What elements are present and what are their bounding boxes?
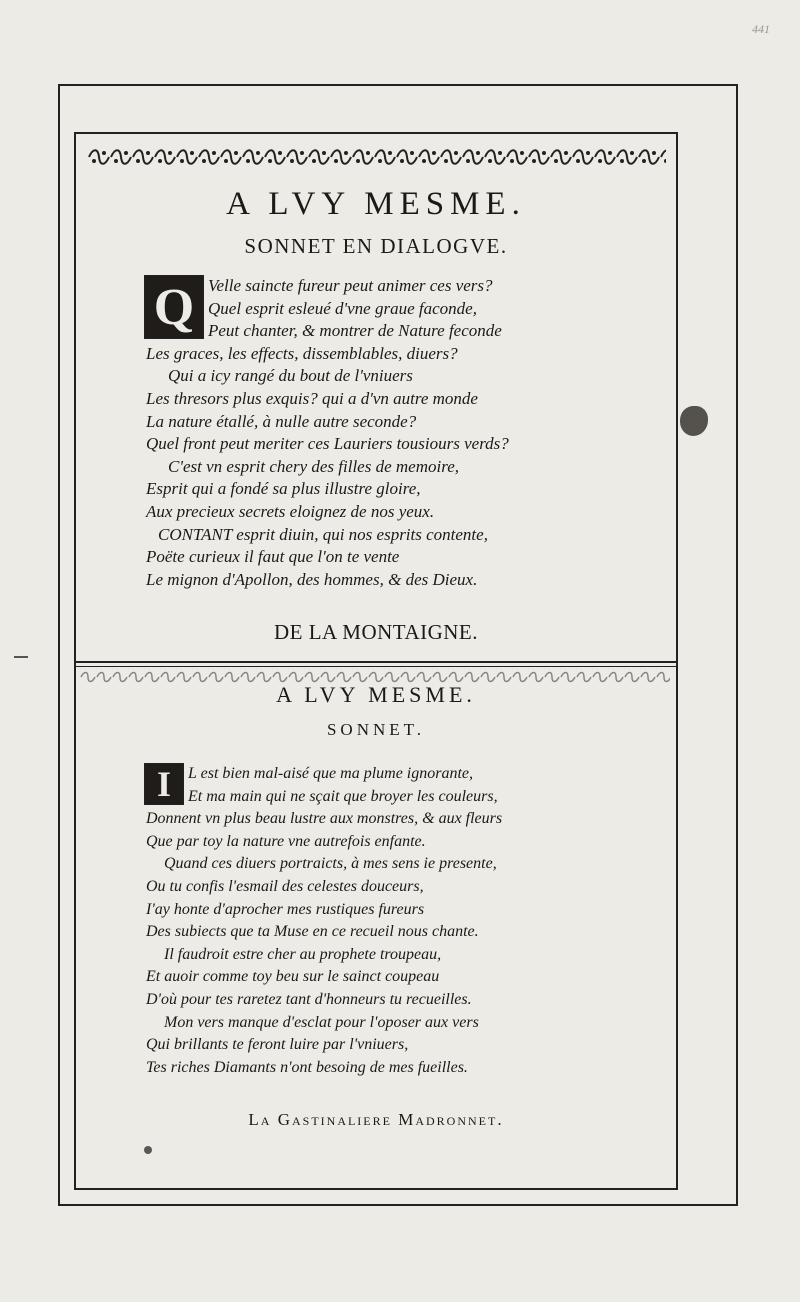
verse-line: Velle saincte fureur peut animer ces vers? xyxy=(208,276,493,295)
verse-line: Les graces, les effects, dissemblables, diuers? xyxy=(146,343,458,363)
verse-line: CONTANT esprit diuin, qui nos esprits contente, xyxy=(158,524,488,544)
verse-line: Quand ces diuers portraicts, à mes sens ie presente, xyxy=(164,855,497,873)
folio-number: 441 xyxy=(752,22,770,36)
middle-rule-thin xyxy=(74,666,678,667)
ornament-border-icon xyxy=(88,146,666,168)
middle-rule xyxy=(74,661,678,663)
verse-line: Donnent vn plus beau lustre aux monstres, & aux fleurs xyxy=(146,810,503,828)
verse-line: Ou tu confis l'esmail des celestes douceurs, xyxy=(146,877,424,895)
verse-line: Peut chanter, & montrer de Nature feconde xyxy=(208,321,502,341)
verse-line: I'ay honte d'aprocher mes rustiques fureurs xyxy=(146,900,425,918)
sonnet2-verse xyxy=(146,763,502,1079)
verse-line: Qui brillants te feront luire par l'vniuers, xyxy=(146,1036,409,1054)
verse-line: Tes riches Diamants n'ont besoing de mes fueilles. xyxy=(146,1058,468,1076)
verse-line: Que par toy la nature vne autrefois enfante. xyxy=(146,832,426,850)
sonnet1-subtitle: SONNET EN DIALOGVE. xyxy=(244,234,508,258)
verse-line: Poëte curieux il faut que l'on te vente xyxy=(146,547,400,567)
verse-line: Des subiects que ta Muse en ce recueil nous chante. xyxy=(146,923,479,941)
verse-line: L est bien mal-aisé que ma plume ignorante, xyxy=(188,765,474,782)
verse-line: Il faudroit estre cher au prophete troupeau, xyxy=(164,945,442,963)
verse-line: Et auoir comme toy beu sur le sainct coupeau xyxy=(146,968,440,986)
verse-line: Le mignon d'Apollon, des hommes, & des Dieux. xyxy=(146,569,478,589)
verse-line: Aux precieux secrets eloignez de nos yeux. xyxy=(146,501,435,521)
verse-line: La nature étallé, à nulle autre seconde? xyxy=(146,411,417,431)
sonnet1-verse xyxy=(146,275,509,591)
verse-line: Mon vers manque d'esclat pour l'oposer aux vers xyxy=(164,1013,479,1031)
sonnet2-title: A LVY MESME. xyxy=(276,682,476,707)
ink-blot xyxy=(144,1146,152,1154)
sonnet1-author: DE LA MONTAIGNE. xyxy=(273,620,479,644)
bottom-rule xyxy=(74,1188,678,1190)
sonnet1-title: A LVY MESME. xyxy=(226,186,526,222)
edge-mark xyxy=(14,656,28,658)
verse-line: Quel esprit esleué d'vne graue faconde, xyxy=(208,298,477,318)
verse-line: D'où pour tes raretez tant d'honneurs tu recueilles. xyxy=(146,990,472,1008)
verse-line: Les thresors plus exquis? qui a d'vn autre monde xyxy=(146,388,478,408)
dropcap-i-icon: I xyxy=(144,763,184,805)
sonnet2-author: La Gastinaliere Madronnet. xyxy=(248,1110,504,1129)
verse-line: Esprit qui a fondé sa plus illustre gloire, xyxy=(146,479,421,499)
verse-line: Qui a icy rangé du bout de l'vniuers xyxy=(168,366,413,386)
dropcap-q-icon: Q xyxy=(144,275,204,339)
verse-line: Quel front peut meriter ces Lauriers tousiours verds? xyxy=(146,434,509,454)
sonnet2-subtitle: SONNET. xyxy=(326,720,426,739)
verse-line: Et ma main qui ne sçait que broyer les couleurs, xyxy=(188,787,498,805)
verse-line: C'est vn esprit chery des filles de memoire, xyxy=(168,456,459,476)
top-rule xyxy=(74,132,678,134)
